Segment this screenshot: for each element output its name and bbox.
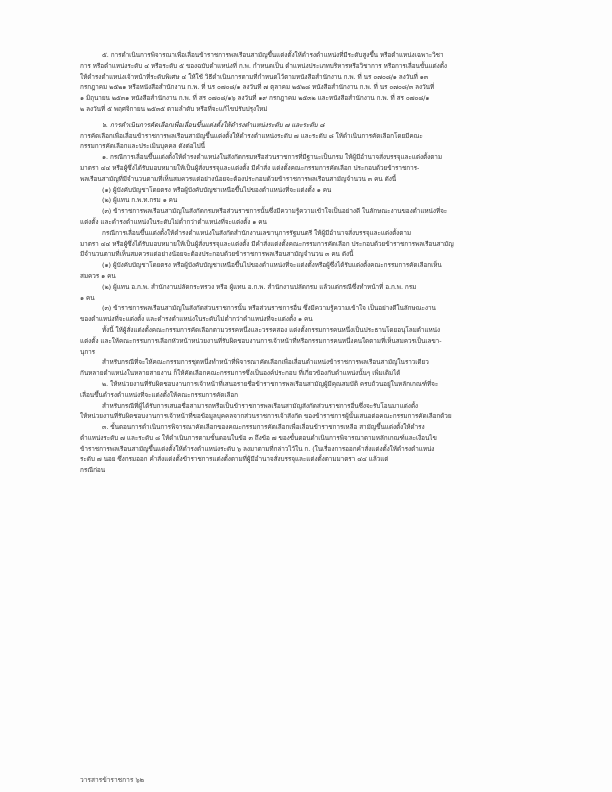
body-text-line: เลื่อนขึ้นดำรงตำแหน่งที่จะแต่งตั้งให้คณะกรรมการคัดเลือก (80, 390, 238, 399)
body-text-line: มาตรา ๔๔ หรือผู้ซึ่งได้รับมอบหมายให้เป็นผู้สั่งบรรจุและแต่งตั้ง มีคำสั่งแต่งตั้งคณะกรรมการคัดเลือก ประกอบด้วยข้าราชการพลเรือนสามัญ (80, 239, 454, 248)
body-text-line: กรรมการคัดเลือกและประเมินบุคคล ดังต่อไปนี้ (80, 142, 205, 151)
body-text-line: ข้าราชการพลเรือนสามัญขึ้นแต่งตั้งให้ดำรงตำแหน่งระดับ ๖ ลงมาตามที่กล่าวไว้ใน ก. (ในเรื่องการออกคำสั่งแต่งตั้งให้ดำรงตำแหน่ง (80, 444, 435, 453)
body-text-line: ให้ดำรงตำแหน่งเจ้าหน้าที่ระดับพิเศษ ๔ ให้ใช้ วิธีดำเนินการตามที่กำหนดไว้ตามหนังสือสำนักงาน ก.พ. ที่ นร ๐๗๐๘/๑ ลงวันที่ ๑๓ (80, 72, 429, 81)
body-text-line: (๑) ผู้บังคับบัญชาโดยตรง หรือผู้บังคับบัญชาเหนือขึ้นไปของตำแหน่งที่จะแต่งตั้ง ๑ คน (102, 185, 332, 194)
body-text-line: กรกฎาคม ๒๕๒๑ หรือหนังสือสำนักงาน ก.พ. ที่ นร ๐๗๐๘/๑ ลงวันที่ ๗ ตุลาคม ๒๕๒๘ หนังสือสำนักงาน ก.พ. ที่ นร ๐๗๐๘/๓ ลงวันที่ (80, 83, 435, 92)
body-text-line: ระดับ ๗ นอย ซึ่งกรมออก คำสั่งแต่งตั้งข้าราชการแต่งตั้งตามที่ผู้มีอำนาจสั่งบรรจุและแต่งตั้งตามมาตรา ๔๔ แล้วแต่ (80, 455, 389, 464)
body-text-line: กรณีก่อน (80, 466, 106, 475)
body-text-line: ให้หน่วยงานที่รับผิดชอบงานการเจ้าหน้าที่ขอข้อมูลบุคคลจากส่วนราชการเจ้าสังกัด ของข้าราชการผู้นั้นเสนอต่อคณะกรรมการคัดเลือกด้วย (80, 412, 452, 421)
body-text-line: (๒) ผู้แทน ก.พ.ท.กรม ๑ คน (102, 196, 178, 205)
body-text-line: มีจำนวนตามที่เห็นสมควรแต่อย่างน้อยจะต้องประกอบด้วยข้าราชการพลเรือนสามัญจำนวน ๓ คน ดังนี้ (80, 250, 354, 259)
body-text-line: ๑ คน (80, 293, 95, 302)
body-text-line: สมควร ๑ คน (80, 271, 116, 280)
document-body (80, 50, 542, 476)
body-text-line: มาตรา ๔๔ หรือผู้ซึ่งได้รับมอบหมายให้เป็นผู้สั่งบรรจุและแต่งตั้ง มีคำสั่ง แต่งตั้งคณะกรรมการคัดเลือก ประกอบด้วยข้าราชการ- (80, 163, 420, 172)
body-text-line: สำหรับกรณีที่ผู้ได้รับการเสนอชื่อสามารถหรือเป็นข้าราชการพลเรือนสามัญสังกัดส่วนราชการอื่นซึ่งจะรับโอนมาแต่งตั้ง (102, 401, 419, 410)
body-text-line: ๒. ให้หน่วยงานที่รับผิดชอบงานการเจ้าหน้าที่เสนอรายชื่อข้าราชการพลเรือนสามัญผู้มีคุณสมบัติ ครบถ้วนอยู่ในหลักเกณฑ์ที่จะ (102, 379, 439, 388)
body-text-line: (๒) ผู้แทน อ.ก.พ. สำนักงานปลัดกระทรวง หรือ ผู้แทน อ.ก.พ. สำนักงานปลัดกรม แล้วแต่กรณีซึ่งทำหน้าที่ อ.ก.พ. กรม (102, 282, 417, 291)
body-text-line: ๓. ขั้นตอนการดำเนินการพิจารณาคัดเลือกของคณะกรรมการคัดเลือกเพื่อเลื่อนข้าราชการเหลือ สามัญขึ้นแต่งตั้งให้ดำรง (102, 423, 425, 432)
body-text-line: ทั้งนี้ ให้ผู้สั่งแต่งตั้งคณะกรรมการคัดเลือกตามวรรคหนึ่งและวรรคสอง แต่งตั้งกรรมการคนหนึ่งเป็นประธานโดยอนุโลมตำแหน่ง (102, 325, 441, 334)
body-text-line: กรณีการเลื่อนขึ้นแต่งตั้งให้ดำรงตำแหน่งในสังกัดสำนักงานเลขานุการรัฐมนตรี ให้ผู้มีอำนาจสั่งบรรจุและแต่งตั้งตาม (102, 228, 412, 237)
body-text-line: สำหรับกรณีที่จะให้คณะกรรมการชุดหนึ่งทำหน้าที่พิจารณาคัดเลือกเพื่อเลื่อนตำแหน่งข้าราชการพลเรือนสามัญในราวเดียว (102, 358, 429, 367)
page-footer: วารสารข้าราชการ ๖๒ (80, 776, 145, 784)
body-text-line: (๓) ข้าราชการพลเรือนสามัญในสังกัดส่วนราชการนั้น หรือส่วนราชการอื่น ซึ่งมีความรู้ความเข้าใจ เป็นอย่างดีในลักษณะงาน (102, 304, 436, 313)
body-text-line: (๑) ผู้บังคับบัญชาโดยตรง หรือผู้บังคับบัญชาเหนือขึ้นไปของตำแหน่งที่จะแต่งตั้งหรือผู้ซึ่งได้รับแต่งตั้งคณะกรรมการคัดเลือกเห็น (102, 261, 442, 270)
body-text-line: การคัดเลือกเพื่อเลื่อนข้าราชการพลเรือนสามัญขึ้นแต่งตั้งให้ดำรงตำแหน่งระดับ ๗ และระดับ ๘ ให้ดำเนินการคัดเลือกโดยมีคณะ (80, 131, 423, 140)
body-text-line: ตำแหน่งระดับ ๗ และระดับ ๘ ให้ดำเนินการตามขั้นตอนในข้อ ๓ ถึงข้อ ๗ ของขั้นตอนดำเนินการพิจารณาตามหลักเกณฑ์และเงื่อนไข (80, 433, 437, 442)
body-text-line: กันหลายตำแหน่งในหลายสายงาน ก็ให้คัดเลือกคณะกรรมการซึ่งเป็นองค์ประกอบ ที่เกี่ยวข้องกับตำแหน่งนั้นๆ เพิ่มเติมได้ (80, 369, 401, 378)
body-text-line: แต่งตั้ง และดำรงตำแหน่งในระดับไม่ต่ำกว่าตำแหน่งที่จะแต่งตั้ง ๑ คน (80, 217, 267, 226)
section-heading-line: ๖. การดำเนินการคัดเลือกเพื่อเลื่อนขึ้นแต่งตั้งให้ดำรงตำแหน่งระดับ ๗ และระดับ ๘ (102, 120, 325, 129)
body-text-line: พลเรือนสามัญที่มีจำนวนตามที่เห็นสมควรแต่อย่างน้อยจะต้องประกอบด้วยข้าราชการพลเรือนสามัญจำนวน ๓ คน ดังนี้ (80, 174, 397, 183)
body-text-line: ๒ ลงวันที่ ๕ พฤศจิกายน ๒๕๓๕ ตามลำดับ หรือที่จะแก้ไขปรับปรุงใหม่ (80, 104, 268, 113)
body-text-line: การ หรือตำแหน่งระดับ ๔ หรือระดับ ๕ ของฉบับตำแหน่งที่ ก.พ. กำหนดเป็น ตำแหน่งประเภทบริหารหรือวิชาการ หรือการเลื่อนขั้นแต่งตั้ง (80, 61, 447, 70)
body-text-line: ๕. การดำเนินการพิจารณาเพื่อเลื่อนข้าราชการพลเรือนสามัญขึ้นแต่งตั้งให้ดำรงตำแหน่งที่มีระดับสูงขึ้น หรือตำแหน่งเฉพาะวิชา (102, 51, 444, 59)
body-text-line: (๓) ข้าราชการพลเรือนสามัญในสังกัดกรมหรือส่วนราชการนั้นซึ่งมีความรู้ความเข้าใจเป็นอย่างดี ในลักษณะงานของตำแหน่งที่จะ (102, 207, 448, 216)
body-text-line: แต่งตั้ง และให้คณะกรรมการเลือกหัวหน้าหน่วยงานที่รับผิดชอบงานการเจ้าหน้าที่หรือกรรมการคนหนึ่งคนใดตามที่เห็นสมควรเป็นเลขา- (80, 336, 442, 345)
body-text-line: ของตำแหน่งที่จะแต่งตั้ง และดำรงตำแหน่งในระดับไม่ต่ำกว่าตำแหน่งที่จะแต่งตั้ง ๑ คน (80, 315, 313, 324)
body-text-line: ๑. กรณีการเลื่อนขึ้นแต่งตั้งให้ดำรงตำแหน่งในสังกัดกรมหรือส่วนราชการที่มีฐานะเป็นกรม ให้ผู้มีอำนาจสั่งบรรจุและแต่งตั้งตาม (102, 153, 442, 162)
body-text-line: นุการ (80, 347, 96, 356)
body-text-line: ๑ มิถุนายน ๒๕๓๑ หนังสือสำนักงาน ก.พ. ที่ สร ๐๗๐๘/๑๖ ลงวันที่ ๑๙ กรกฎาคม ๒๕๓๒ และหนังสือสำนักงาน ก.พ. ที่ สร ๐๗๐๘/๑ (80, 94, 430, 103)
